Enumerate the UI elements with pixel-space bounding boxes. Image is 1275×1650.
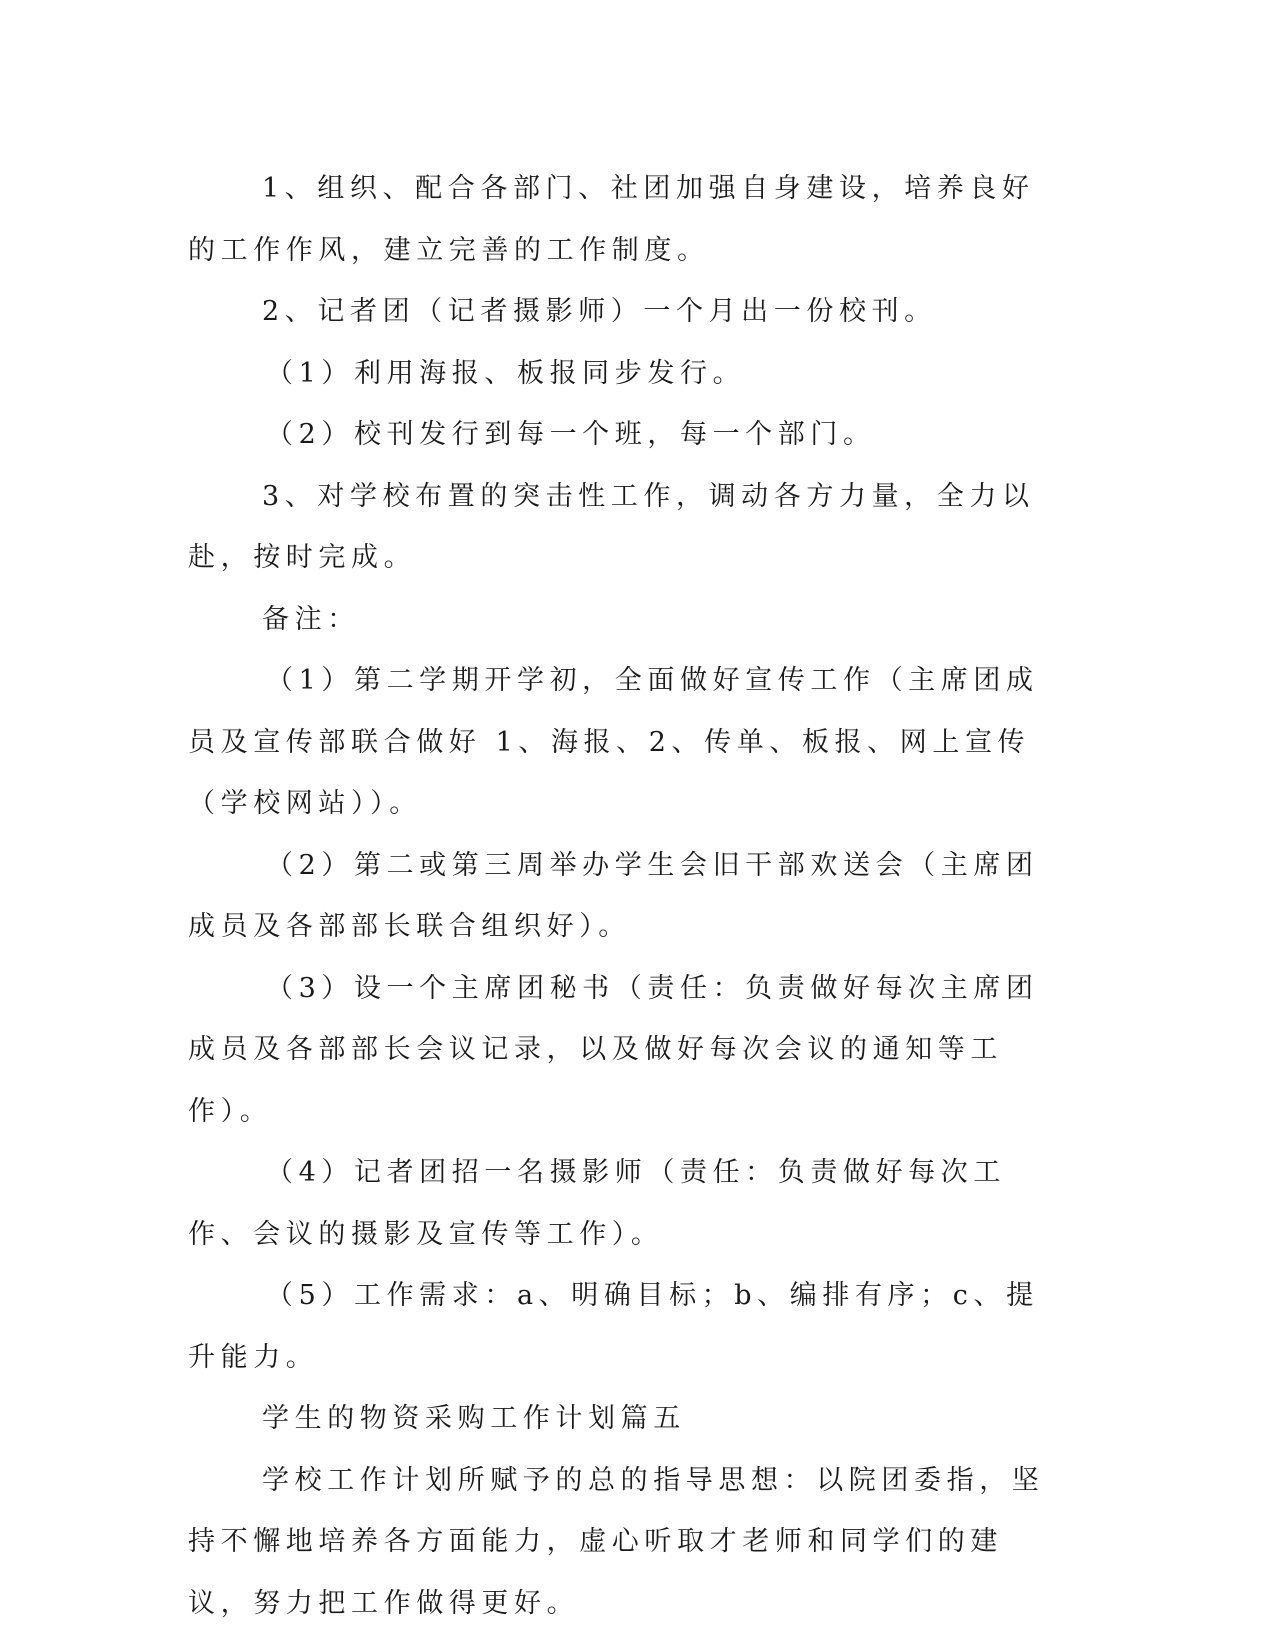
paragraph-item-1: 1、组织、配合各部门、社团加强自身建设，培养良好的工作作风，建立完善的工作制度。 (188, 173, 1035, 266)
note-item-1: （1）第二学期开学初，全面做好宣传工作（主席团成员及宣传部联合做好 1、海报、2、传单、板报、网上宣传（学校网站））。 (188, 665, 1039, 819)
paragraph-item-3: 3、对学校布置的突击性工作，调动各方力量，全力以赴，按时完成。 (188, 480, 1035, 573)
note-item-4: （4）记者团招一名摄影师（责任：负责做好每次工作、会议的摄影及宣传等工作）。 (188, 1157, 1006, 1250)
notes-heading: 备注： (262, 603, 360, 635)
note-item-2: （2）第二或第三周举办学生会旧干部欢送会（主席团成员及各部部长联合组织好）。 (188, 849, 1039, 942)
section-title: 学生的物资采购工作计划篇五 (262, 1403, 686, 1434)
paragraph-subitem-2: （2）校刊发行到每一个班，每一个部门。 (266, 419, 876, 450)
document-body (188, 158, 1058, 1634)
paragraph-subitem-1: （1）利用海报、板报同步发行。 (266, 357, 746, 389)
guiding-paragraph: 学校工作计划所赋予的总的指导思想：以院团委指，坚持不懈地培养各方面能力，虚心听取才老师和同学们的建议，努力把工作做得更好。 (188, 1464, 1045, 1619)
note-item-3: （3）设一个主席团秘书（责任：负责做好每次主席团成员及各部部长会议记录，以及做好每次会议的通知等工作）。 (188, 972, 1039, 1127)
note-item-5: （5）工作需求：a、明确目标；b、编排有序；c、提升能力。 (188, 1280, 1039, 1373)
paragraph-item-2: 2、记者团（记者摄影师）一个月出一份校刊。 (262, 296, 937, 327)
